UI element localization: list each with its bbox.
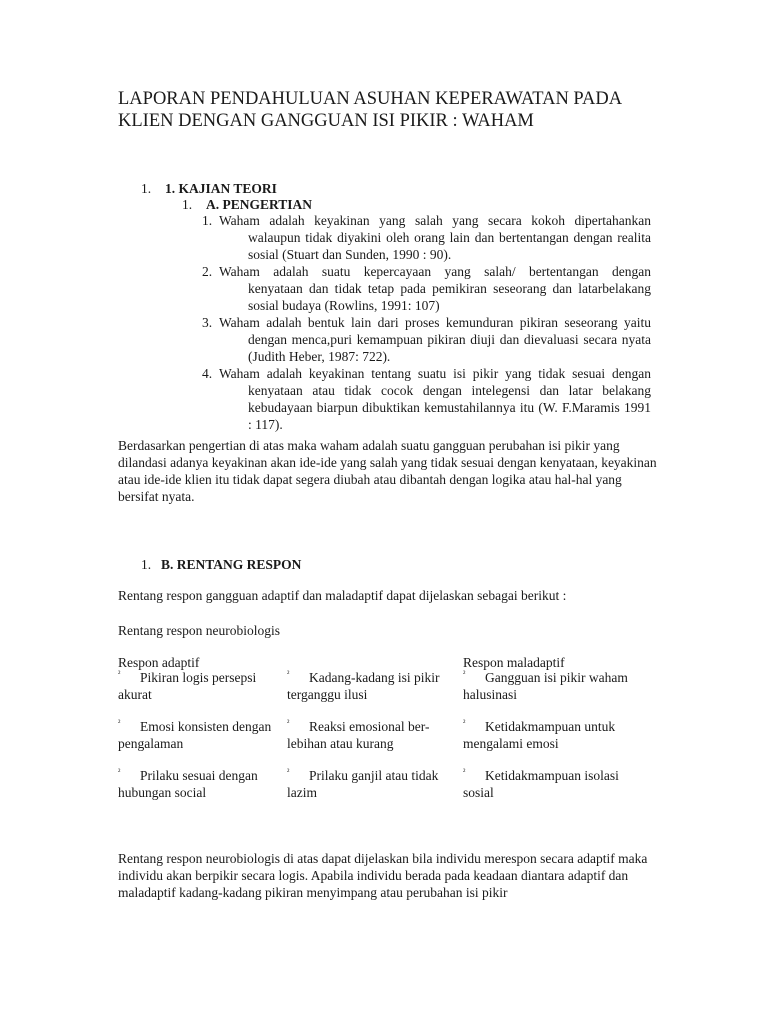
section-heading-text: 1. KAJIAN TEORI [165,181,277,196]
title-line-2: KLIEN DENGAN GANGGUAN ISI PIKIR : WAHAM [118,111,534,131]
definition-continuation: kenyataan atau tidak cocok dengan intelegensi dan latar belakang kebudayaan biarpun dibuktikan kemustahilannya itu (W. F.Maramis 1991 : 117). [248,383,651,432]
section-heading-kajian-teori [141,180,277,197]
definition-continuation: kenyataan dan tidak tetap pada pemikiran seseorang dan latarbelakang sosial budaya (Rowlins, 1991: 107) [248,281,651,313]
response-cell [118,767,288,801]
definition-first-line: Waham adalah keyakinan yang salah yang secara kokoh dipertahankan [219,213,651,228]
table-header-adaptive: Respon adaptif [118,655,200,670]
definition-list [202,212,651,433]
definition-item [202,212,651,263]
response-cell [287,669,457,703]
bullet-marker: ² [118,669,121,678]
title-line-1: LAPORAN PENDAHULUAN ASUHAN KEPERAWATAN PADA [118,89,623,109]
response-cell [463,718,633,752]
definition-item [202,263,651,314]
list-number: 1. [182,197,193,212]
response-cell-text: Reaksi emosional ber-lebihan atau kurang [287,719,430,751]
bullet-marker: ² [287,669,290,678]
response-cell-text: Ketidakmampuan isolasi sosial [463,768,619,800]
list-number: 1. [141,557,152,572]
document-title [118,88,678,132]
response-cell-text: Ketidakmampuan untuk mengalami emosi [463,719,616,751]
subsection-heading-pengertian [182,196,312,213]
intro-text: Rentang respon gangguan adaptif dan maladaptif dapat dijelaskan sebagai berikut : [118,588,567,603]
list-number: 3. [202,315,213,330]
definition-continuation: walaupun tidak diyakini oleh orang lain dan bertentangan dengan realita sosial (Stuart dan Sunden, 1990 : 90). [248,230,651,262]
definition-item [202,365,651,433]
response-cell [463,767,633,801]
bullet-marker: ² [463,669,466,678]
list-number: 1. [202,213,213,228]
definition-first-line: Waham adalah bentuk lain dari proses kemunduran pikiran seseorang yaitu [219,315,651,330]
response-cell-text: Gangguan isi pikir waham halusinasi [463,670,628,702]
response-cell [287,767,457,801]
response-cell [118,669,288,703]
response-cell-text: Kadang-kadang isi pikir terganggu ilusi [287,670,440,702]
response-cell [287,718,457,752]
summary-paragraph: Berdasarkan pengertian di atas maka waham adalah suatu gangguan perubahan isi pikir yang dilandasi adanya keyakinan akan ide-ide yang salah yang tidak sesuai dengan kenyataan, keyakinan atau ide-ide klien itu tidak dapat segera diubah atau dibantah dengan logika atau hal-hal yang bersifat nyata. [118,438,657,504]
definition-item [202,314,651,365]
definition-continuation: dengan menca,puri kemampuan pikiran diuji dan dievaluasi secara nyata (Judith Heber, 1987: 722). [248,332,651,364]
bullet-marker: ² [287,718,290,727]
bullet-marker: ² [287,767,290,776]
bullet-marker: ² [463,718,466,727]
response-cell [463,669,633,703]
response-cell-text: Prilaku ganjil atau tidak lazim [287,768,439,800]
definition-first-line: Waham adalah keyakinan tentang suatu isi pikir yang tidak sesuai dengan [219,366,651,381]
bullet-marker: ² [118,767,121,776]
list-number: 1. [141,181,152,196]
bullet-marker: ² [118,718,121,727]
section-heading-text: B. RENTANG RESPON [161,557,302,572]
closing-paragraph: Rentang respon neurobiologis di atas dapat dijelaskan bila individu merespon secara adaptif maka individu akan berpikir secara logis. Apabila individu berada pada keadaan diantara adaptif dan maladaptif kadang-kadang pikiran menyimpang atau perubahan isi pikir [118,851,648,900]
response-cell [118,718,288,752]
subheading-text: Rentang respon neurobiologis [118,623,280,638]
section-heading-rentang-respon [141,556,301,573]
list-number: 4. [202,366,213,381]
bullet-marker: ² [463,767,466,776]
subsection-heading-text: A. PENGERTIAN [206,197,313,212]
response-cell-text: Prilaku sesuai dengan hubungan social [118,768,258,800]
response-cell-text: Pikiran logis persepsi akurat [118,670,257,702]
definition-first-line: Waham adalah suatu kepercayaan yang salah/ bertentangan dengan [219,264,651,279]
response-cell-text: Emosi konsisten dengan pengalaman [118,719,272,751]
table-header-maladaptive: Respon maladaptif [463,655,565,670]
list-number: 2. [202,264,213,279]
